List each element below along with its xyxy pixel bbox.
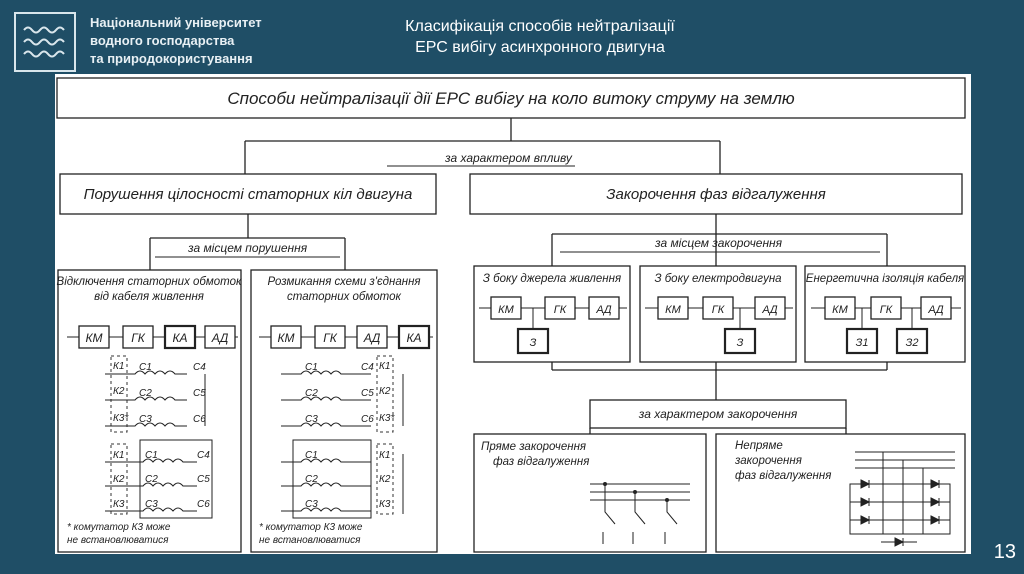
winding-c-label: С2 [305,388,318,399]
winding-c-label: С3 [139,414,152,425]
winding-c-label: С6 [193,414,206,425]
block-label: КМ [665,304,681,316]
block-label: ГК [131,331,145,345]
winding-c-label: С5 [361,388,374,399]
winding-c-label: С4 [361,362,374,373]
block-label: АД [211,331,229,345]
left-case-1-title: Відключення статорних обмоток [56,276,242,288]
short-type-label: за характером закорочення [638,407,798,421]
winding-c-label: С1 [145,450,158,461]
winding-k-label: К2 [379,474,391,485]
winding-k-label: К1 [113,361,125,372]
university-line: Національний університет [90,15,262,30]
winding-k-label: К1 [379,361,391,372]
left-case-1-title: від кабеля живлення [94,291,204,303]
left-case-2-title: Розмикання схеми з'єднання [267,276,421,288]
branch-left-text: Порушення цілосності статорних кіл двигуна [83,186,413,203]
short-case-indirect-title: Непряме [735,440,783,452]
block-label: КМ [85,331,103,345]
branch-right-text: Закорочення фаз відгалуження [606,186,826,203]
winding-c-label: С3 [305,414,318,425]
right-case-1-title: З боку джерела живлення [482,273,622,285]
winding-k-label: К1 [379,450,391,461]
block-label: ГК [553,304,567,316]
right-sub-label: за місцем закорочення [655,236,783,250]
block-label: ГК [323,331,337,345]
block-label: АД [596,304,612,316]
root-text: Способи нейтралізації дії ЕРС вибігу на коло витоку струму на землю [227,89,795,108]
left-sub-label: за місцем порушення [188,241,308,255]
footnote: не встановлюватися [259,535,361,546]
university-line: водного господарства [90,33,235,48]
block-label: З1 [855,337,869,349]
right-case-2-title: З боку електродвигуна [654,273,782,285]
university-line: та природокористування [90,51,253,66]
block-label: З2 [905,337,919,349]
short-case-direct-title: фаз відгалуження [493,456,590,468]
winding-c-label: С6 [361,414,374,425]
winding-c-label: С3 [305,499,318,510]
short-case-indirect-title: закорочення [735,455,802,467]
winding-c-label: С4 [197,450,210,461]
winding-c-label: С5 [193,388,206,399]
waves-icon [16,14,74,70]
footnote: * комутатор К3 може [67,522,171,533]
classification-diagram [55,74,971,554]
footnote: * комутатор К3 може [259,522,363,533]
short-case-direct-title: Пряме закорочення [481,441,587,453]
winding-c-label: С4 [193,362,206,373]
block-label: ГК [879,304,893,316]
block-label: АД [363,331,381,345]
right-case-3-title: Енергетична ізоляція кабеля [805,273,965,285]
block-label: КМ [498,304,514,316]
left-case-2-title: статорних обмоток [287,291,401,303]
winding-k-label: К3* [379,413,395,424]
winding-c-label: С6 [197,499,210,510]
block-label: АД [762,304,778,316]
winding-k-label: К2 [379,386,391,397]
winding-k-label: К3* [113,413,129,424]
winding-c-label: С1 [139,362,152,373]
winding-k-label: К1 [113,450,125,461]
left-case-2-box [251,270,437,552]
slide-title [300,16,780,58]
title-line: Класифікація способів нейтралізації [405,18,675,35]
winding-c-label: С1 [305,450,318,461]
winding-c-label: С2 [305,474,318,485]
block-label: З [529,337,537,349]
block-label: АД [928,304,944,316]
diagram-sheet [55,74,971,554]
block-label: КМ [832,304,848,316]
winding-k-label: К2 [113,386,125,397]
footnote: не встановлюватися [67,535,169,546]
winding-c-label: С2 [139,388,152,399]
winding-c-label: С3 [145,499,158,510]
level1-label: за характером впливу [445,151,572,165]
winding-k-label: К3 [379,499,391,510]
winding-k-label: К2 [113,474,125,485]
university-logo [14,12,76,72]
block-label: КМ [277,331,295,345]
page-number: 13 [993,541,1016,563]
winding-k-label: К3 [113,499,125,510]
title-line: ЕРС вибігу асинхронного двигуна [415,39,665,56]
short-case-indirect-title: фаз відгалуження [735,470,832,482]
block-label: З [736,337,744,349]
block-label: КА [406,331,422,345]
block-label: КА [172,331,188,345]
winding-c-label: С2 [145,474,158,485]
block-label: ГК [711,304,725,316]
winding-c-label: С5 [197,474,210,485]
university-name [90,14,262,68]
winding-c-label: С1 [305,362,318,373]
